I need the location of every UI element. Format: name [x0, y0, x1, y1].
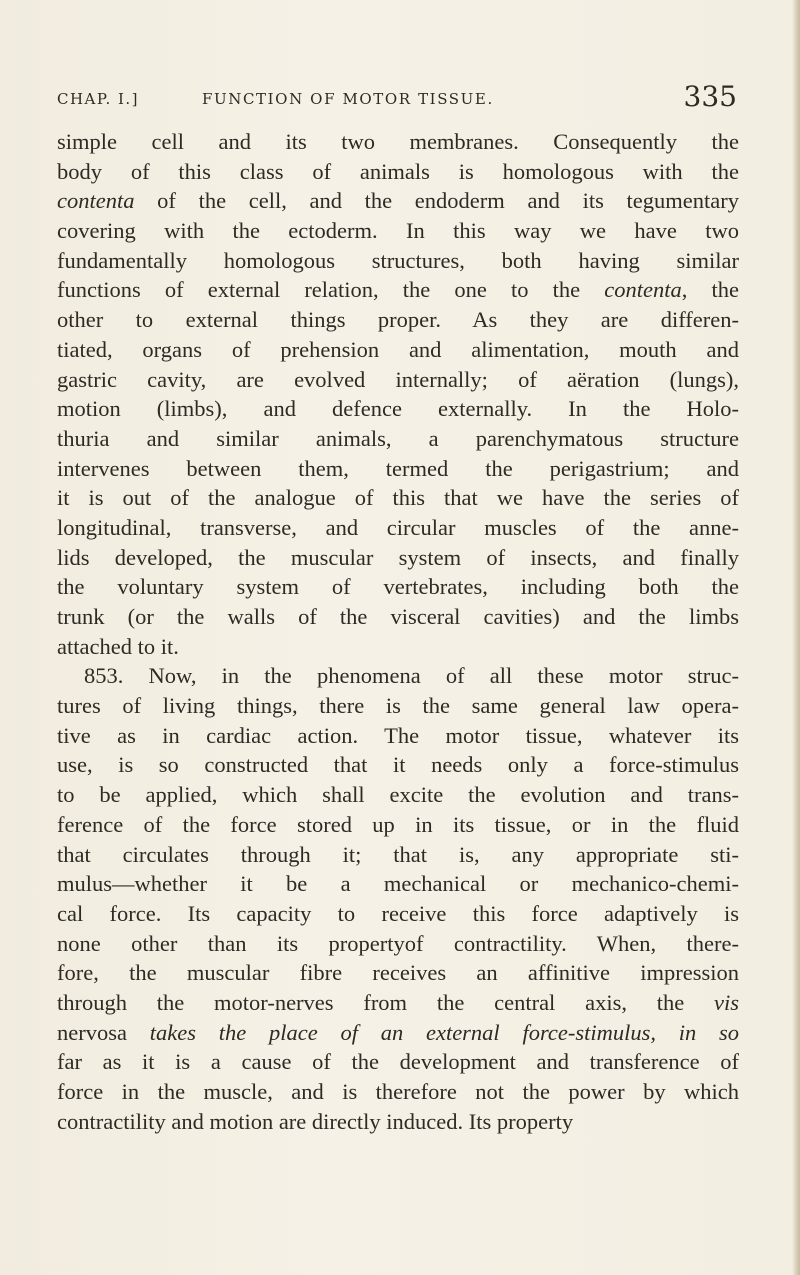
- running-title: FUNCTION OF MOTOR TISSUE.: [202, 90, 494, 108]
- text-line: contractility and motion are directly induced. Its property: [57, 1108, 574, 1134]
- text-line: nervosa takes the place of an external force-stimulus, in so: [57, 1019, 739, 1045]
- text-line: attached to it.: [57, 633, 179, 659]
- italic-term: contenta: [57, 188, 135, 214]
- text-line: fundamentally homologous structures, both having similar: [57, 247, 739, 273]
- text-line: covering with the ectoderm. In this way we have two: [57, 218, 739, 244]
- text-line: body of this class of animals is homologous with the: [57, 158, 739, 184]
- text-line: through the motor-nerves from the central axis, the vis: [57, 989, 739, 1015]
- text-line: intervenes between them, termed the perigastrium; and: [57, 455, 739, 481]
- text-line: contenta of the cell, and the endoderm and its tegumentary: [57, 188, 739, 214]
- text-line: mulus—whether it be a mechanical or mechanico-chemi-: [57, 871, 739, 897]
- text-line: thuria and similar animals, a parenchymatous structure: [57, 425, 739, 451]
- text-line: force in the muscle, and is therefore not the power by which: [57, 1079, 739, 1104]
- text-line: gastric cavity, are evolved internally; of aëration (lungs),: [57, 366, 739, 392]
- text-line: tiated, organs of prehension and alimentation, mouth and: [57, 336, 739, 362]
- running-header: [57, 78, 737, 118]
- text-line: tures of living things, there is the same general law opera-: [57, 693, 739, 719]
- italic-term: contenta: [604, 277, 682, 303]
- text-line: tive as in cardiac action. The motor tissue, whatever its: [57, 722, 739, 748]
- text-line: far as it is a cause of the development and transference of: [57, 1049, 739, 1075]
- text-line: lids developed, the muscular system of insects, and finally: [57, 544, 739, 570]
- text-line: use, is so constructed that it needs only a force-stimulus: [57, 752, 739, 778]
- italic-term: takes the place of an external force-stimulus, in so: [126, 1019, 739, 1045]
- body-text: [57, 127, 739, 1136]
- text-line: 853. Now, in the phenomena of all these motor struc-: [84, 663, 739, 689]
- text-line: that circulates through it; that is, any appropriate sti-: [57, 841, 739, 867]
- text-line: cal force. Its capacity to receive this force adaptively is: [57, 900, 739, 926]
- text-line: motion (limbs), and defence externally. In the Holo-: [57, 396, 739, 422]
- text-line: none other than its propertyof contractility. When, there-: [57, 930, 739, 956]
- text-line: the voluntary system of vertebrates, including both the: [57, 574, 739, 600]
- chapter-reference: CHAP. I.]: [57, 90, 140, 108]
- page-number: 335: [683, 80, 737, 113]
- text-line: to be applied, which shall excite the evolution and trans-: [57, 782, 739, 808]
- text-line: fore, the muscular fibre receives an affinitive impression: [57, 960, 739, 986]
- text-line: it is out of the analogue of this that we have the series of: [57, 485, 739, 511]
- italic-term: vis: [714, 989, 739, 1015]
- text-line: functions of external relation, the one to the contenta, the: [57, 277, 739, 303]
- text-line: ference of the force stored up in its tissue, or in the fluid: [57, 811, 739, 837]
- page-edge-shadow: [792, 0, 800, 1275]
- text-line: other to external things proper. As they are differen-: [57, 307, 739, 333]
- text-line: simple cell and its two membranes. Consequently the: [57, 129, 739, 154]
- text-line: trunk (or the walls of the visceral cavities) and the limbs: [57, 604, 739, 629]
- text-line: longitudinal, transverse, and circular muscles of the anne-: [57, 514, 739, 540]
